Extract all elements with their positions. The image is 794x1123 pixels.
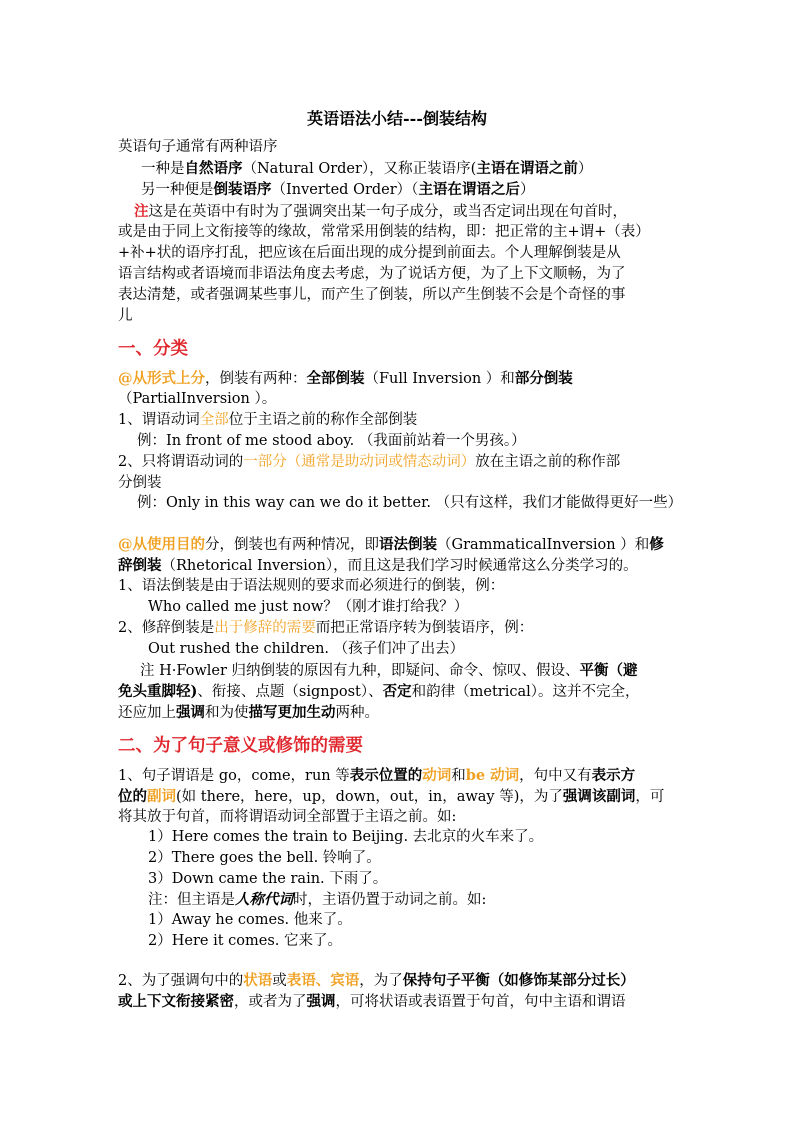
adverb-inversion-rule: 将其放于句首，而将谓语动词全部置于主语之前。如:	[118, 809, 457, 825]
example-line: 1）Here comes the train to Beijing. 去北京的火车来了。	[148, 829, 544, 845]
grammatical-inversion-item: 1、语法倒装是由于语法规则的要求而必须进行的倒装，例：	[118, 578, 505, 594]
form-classification-line: @从形式上分，倒装有两种：全部倒装（Full Inversion ）和部分倒装	[118, 370, 573, 387]
full-inversion-item: 1、谓语动词全部位于主语之前的称作全部倒装	[118, 412, 418, 428]
partial-inversion-example: 例：Only in this way can we do it better. （只有这样，我们才能做得更好一些）	[137, 495, 683, 511]
partial-inversion-item: 2、只将谓语动词的一部分（通常是助动词或情态动词）放在主语之前的称作部	[118, 454, 621, 470]
rhetorical-inversion-item: 2、修辞倒装是出于修辞的需要而把正常语序转为倒装语序，例：	[118, 620, 534, 636]
adverb-inversion-rule: 位的副词(如 there，here，up，down，out，in，away 等)，为了强调该副词，可	[118, 788, 665, 805]
rhetorical-inversion-example: Out rushed the children. （孩子们冲了出去）	[148, 641, 465, 657]
example-line: 3）Down came the rain. 下雨了。	[148, 871, 388, 887]
form-classification-line: （PartialInversion ）。	[118, 391, 277, 407]
intro-note-line: 表达清楚，或者强调某些事儿，而产生了倒装，所以产生倒装不会是个奇怪的事	[118, 287, 626, 303]
intro-note-line: +补+状的语序打乱，把应该在后面出现的成分提到前面去。个人理解倒装是从	[118, 245, 621, 261]
section-heading-classification: 一、分类	[118, 339, 188, 359]
intro-note-line: 儿	[118, 308, 133, 324]
intro-line: 英语句子通常有两种语序	[118, 139, 278, 155]
pronoun-note: 注：但主语是人称代词时，主语仍置于动词之前。如:	[148, 891, 487, 908]
fowler-note: 还应加上强调和为使描写更加生动两种。	[118, 704, 379, 721]
example-line: 1）Away he comes. 他来了。	[148, 912, 352, 928]
page-title: 英语语法小结---倒装结构	[307, 109, 487, 128]
intro-note-line: 注这是在英语中有时为了强调突出某一句子成分，或当否定词出现在句首时，	[134, 203, 627, 220]
adverb-inversion-rule: 1、句子谓语是 go，come，run 等表示位置的动词和be 动词，句中又有表示方	[118, 767, 636, 784]
purpose-classification-line: @从使用目的分，倒装也有两种情况，即语法倒装（GrammaticalInversion ）和修	[118, 536, 664, 553]
example-line: 2）There goes the bell. 铃响了。	[148, 850, 381, 866]
fowler-note: 注 H·Fowler 归纳倒装的原因有九种，即疑问、命令、惊叹、假设、平衡（避	[140, 662, 638, 679]
purpose-classification-line: 辞倒装（Rhetorical Inversion），而且这是我们学习时候通常这么分类学习的。	[118, 557, 638, 574]
fowler-note: 免头重脚轻)、衔接、点题（signpost）、否定和韵律（metrical）。这并不完全，	[118, 683, 640, 700]
adverbial-inversion-rule: 2、为了强调句中的状语或表语、宾语，为了保持句子平衡（如修饰某部分过长）	[118, 972, 635, 989]
intro-note-line: 或是由于同上文衔接等的缘故，常常采用倒装的结构，即：把正常的主+谓+（表）	[118, 224, 650, 240]
example-line: 2）Here it comes. 它来了。	[148, 933, 342, 949]
section-heading-meaning: 二、为了句子意义或修饰的需要	[118, 736, 363, 756]
natural-order-line: 一种是自然语序（Natural Order），又称正装语序(主语在谓语之前）	[141, 160, 593, 177]
full-inversion-example: 例：In front of me stood aboy. （我面前站着一个男孩。）	[137, 433, 526, 449]
grammatical-inversion-example: Who called me just now？（刚才谁打给我？）	[148, 599, 469, 615]
intro-note-line: 语言结构或者语境而非语法角度去考虑，为了说话方便，为了上下文顺畅，为了	[118, 266, 626, 282]
inverted-order-line: 另一种便是倒装语序（Inverted Order）（主语在谓语之后）	[141, 181, 535, 198]
partial-inversion-item: 分倒装	[118, 475, 162, 491]
adverbial-inversion-rule: 或上下文衔接紧密，或者为了强调，可将状语或表语置于句首，句中主语和谓语	[118, 993, 626, 1010]
